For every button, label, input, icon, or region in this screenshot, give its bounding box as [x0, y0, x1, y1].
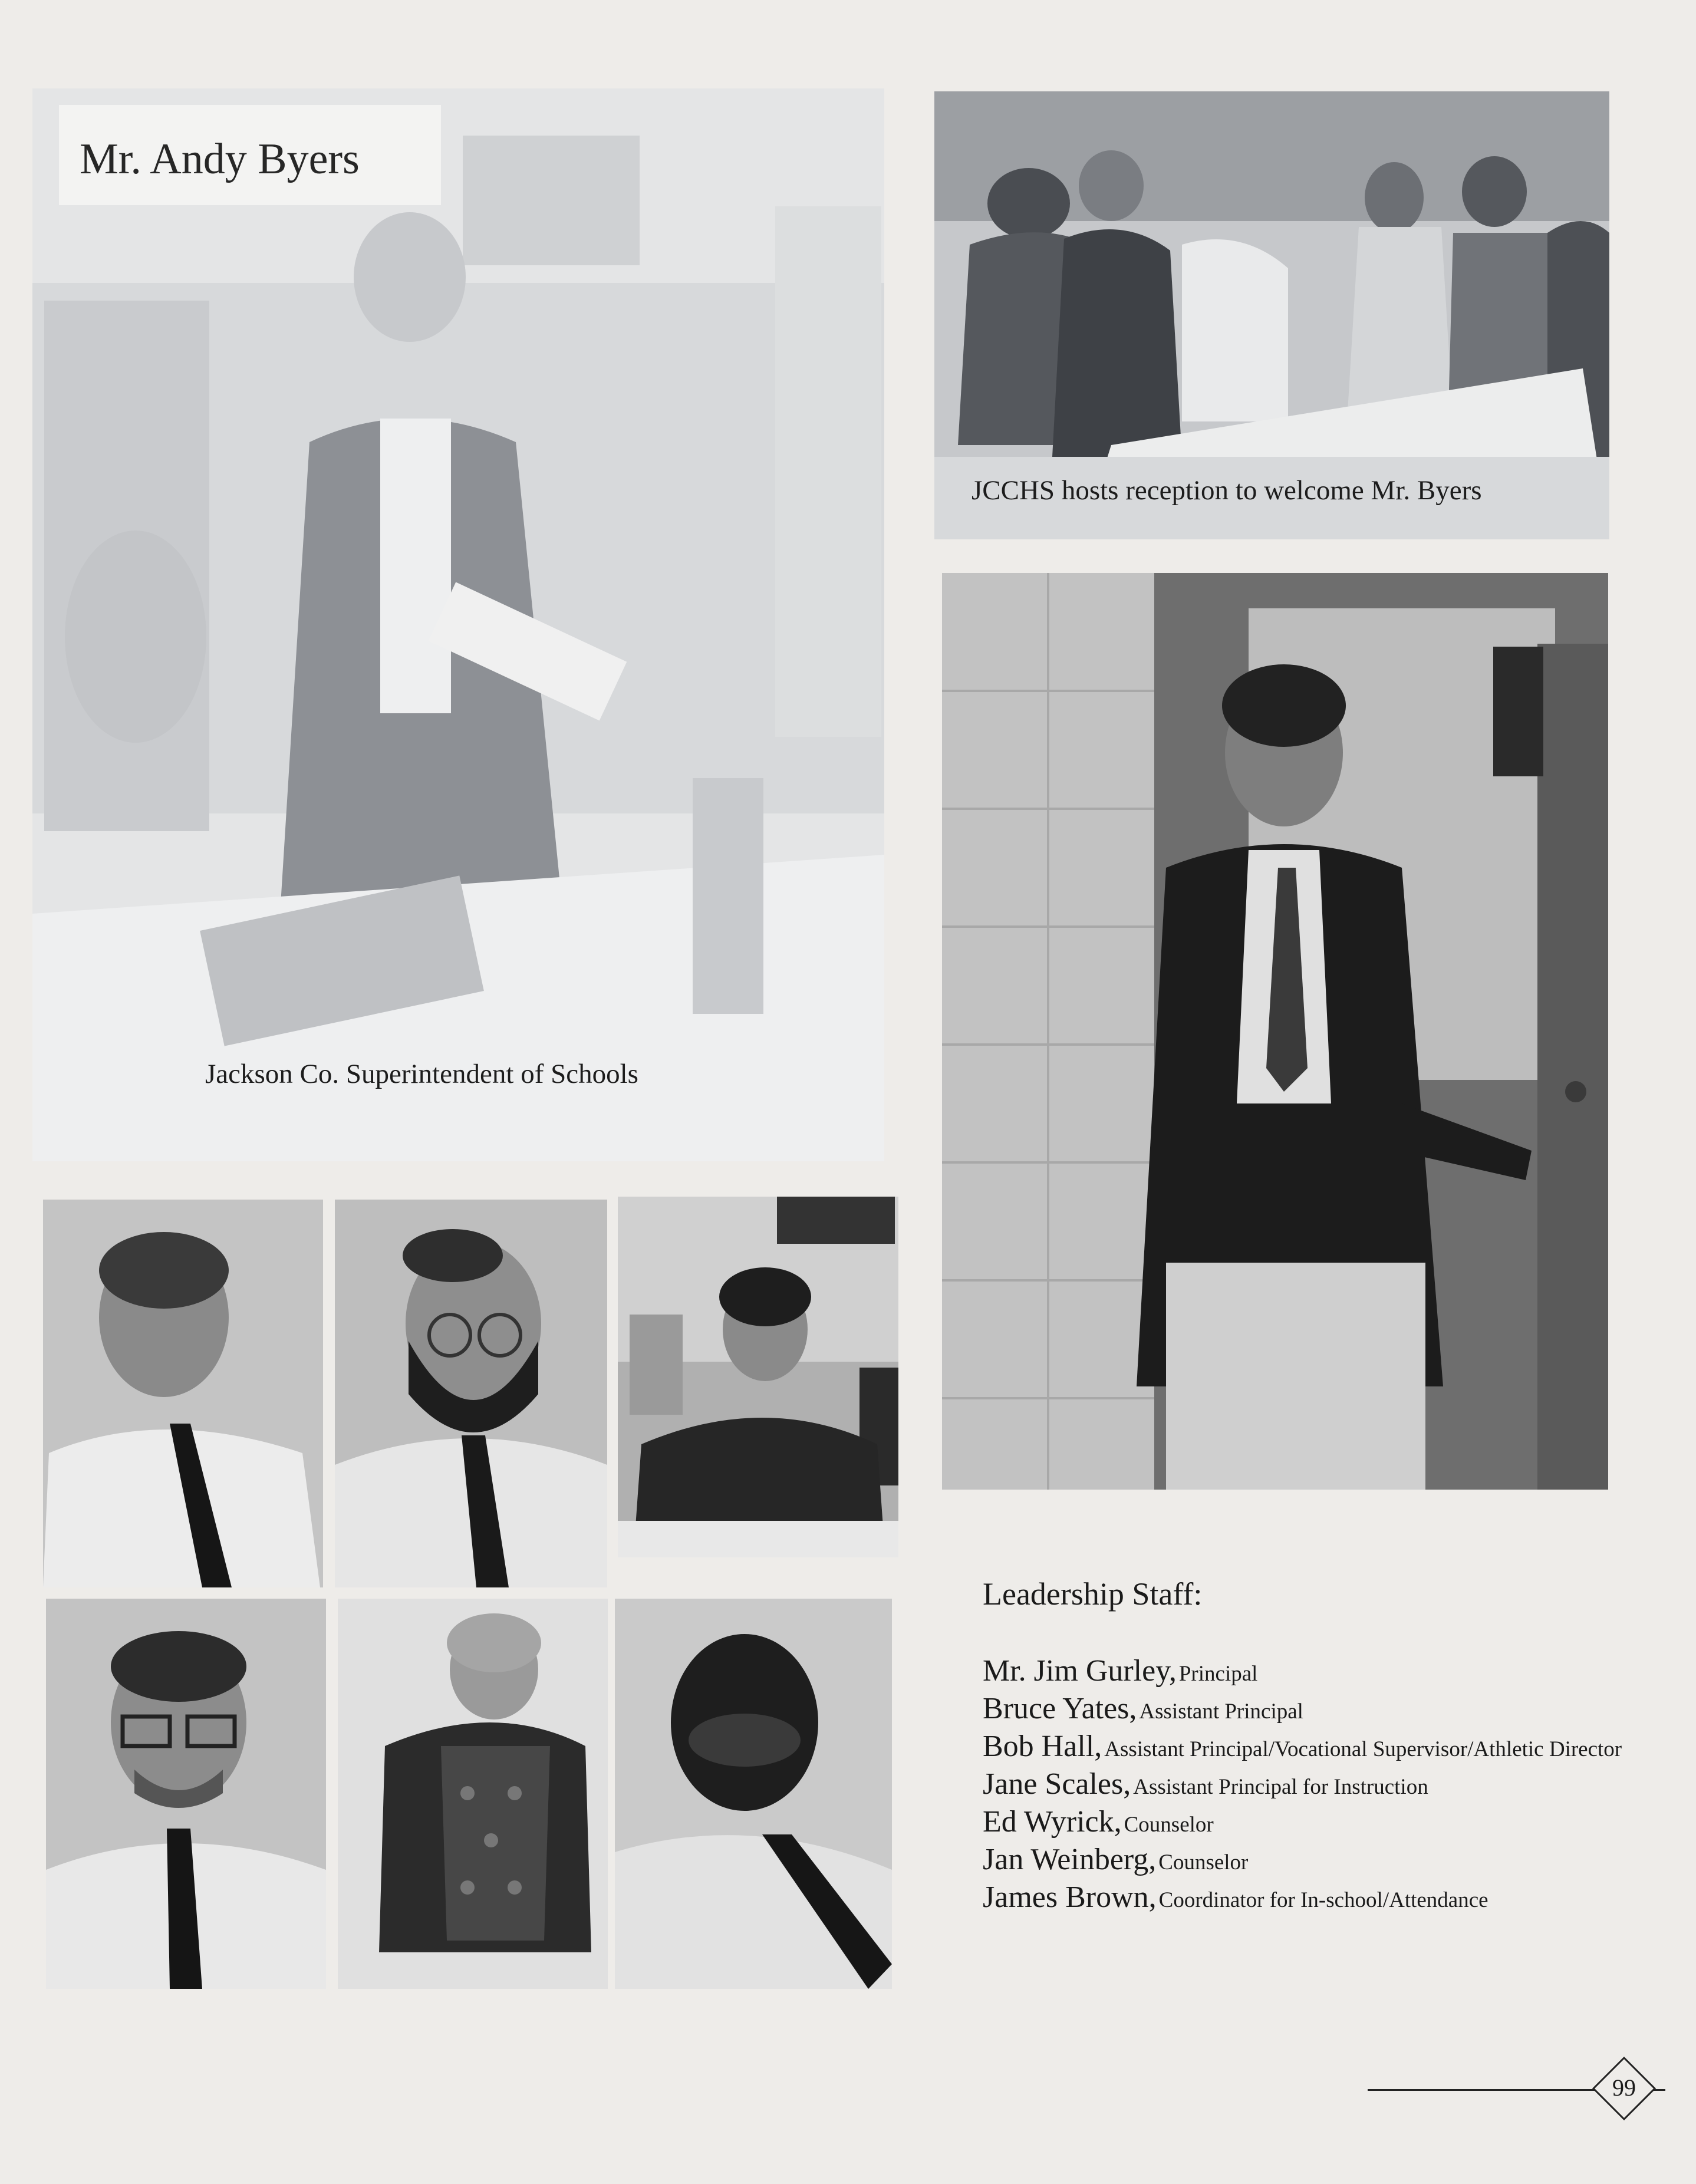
staff-member: [983, 1653, 1622, 1691]
door-photo: [942, 573, 1608, 1490]
staff-portrait-4: [46, 1599, 326, 1989]
staff-portrait-2: [335, 1200, 607, 1587]
staff-portrait-3: [618, 1197, 898, 1557]
staff-name: Ed Wyrick,: [983, 1805, 1122, 1839]
staff-name: James Brown,: [983, 1880, 1157, 1914]
superintendent-caption: Jackson Co. Superintendent of Schools: [205, 1059, 638, 1089]
reception-photo: [934, 91, 1609, 539]
staff-role: Assistant Principal: [1139, 1699, 1303, 1724]
staff-list: [983, 1653, 1622, 1918]
staff-portrait-6: [615, 1599, 892, 1989]
staff-member: [983, 1767, 1622, 1804]
staff-name: Mr. Jim Gurley,: [983, 1654, 1177, 1688]
page-number: 99: [1612, 2074, 1636, 2101]
staff-member: [983, 1691, 1622, 1729]
staff-member: [983, 1842, 1622, 1880]
staff-name: Jan Weinberg,: [983, 1843, 1157, 1876]
staff-role: Assistant Principal/Vocational Supervisor/Athletic Director: [1104, 1737, 1622, 1761]
reception-caption: JCCHS hosts reception to welcome Mr. Byers: [972, 475, 1482, 506]
staff-member: [983, 1804, 1622, 1842]
staff-role: Assistant Principal for Instruction: [1133, 1775, 1428, 1799]
staff-heading: Leadership Staff:: [983, 1576, 1203, 1612]
staff-role: Coordinator for In-school/Attendance: [1158, 1888, 1488, 1912]
staff-role: Counselor: [1158, 1850, 1249, 1875]
superintendent-photo: [32, 88, 884, 1161]
staff-member: [983, 1729, 1622, 1767]
staff-portrait-1: [43, 1200, 323, 1587]
staff-name: Bruce Yates,: [983, 1692, 1137, 1725]
page-title: Mr. Andy Byers: [80, 135, 360, 183]
staff-name: Jane Scales,: [983, 1767, 1131, 1801]
staff-name: Bob Hall,: [983, 1730, 1102, 1763]
staff-member: [983, 1880, 1622, 1918]
staff-role: Counselor: [1124, 1813, 1214, 1837]
staff-role: Principal: [1178, 1662, 1258, 1686]
staff-portrait-5: [338, 1599, 608, 1989]
